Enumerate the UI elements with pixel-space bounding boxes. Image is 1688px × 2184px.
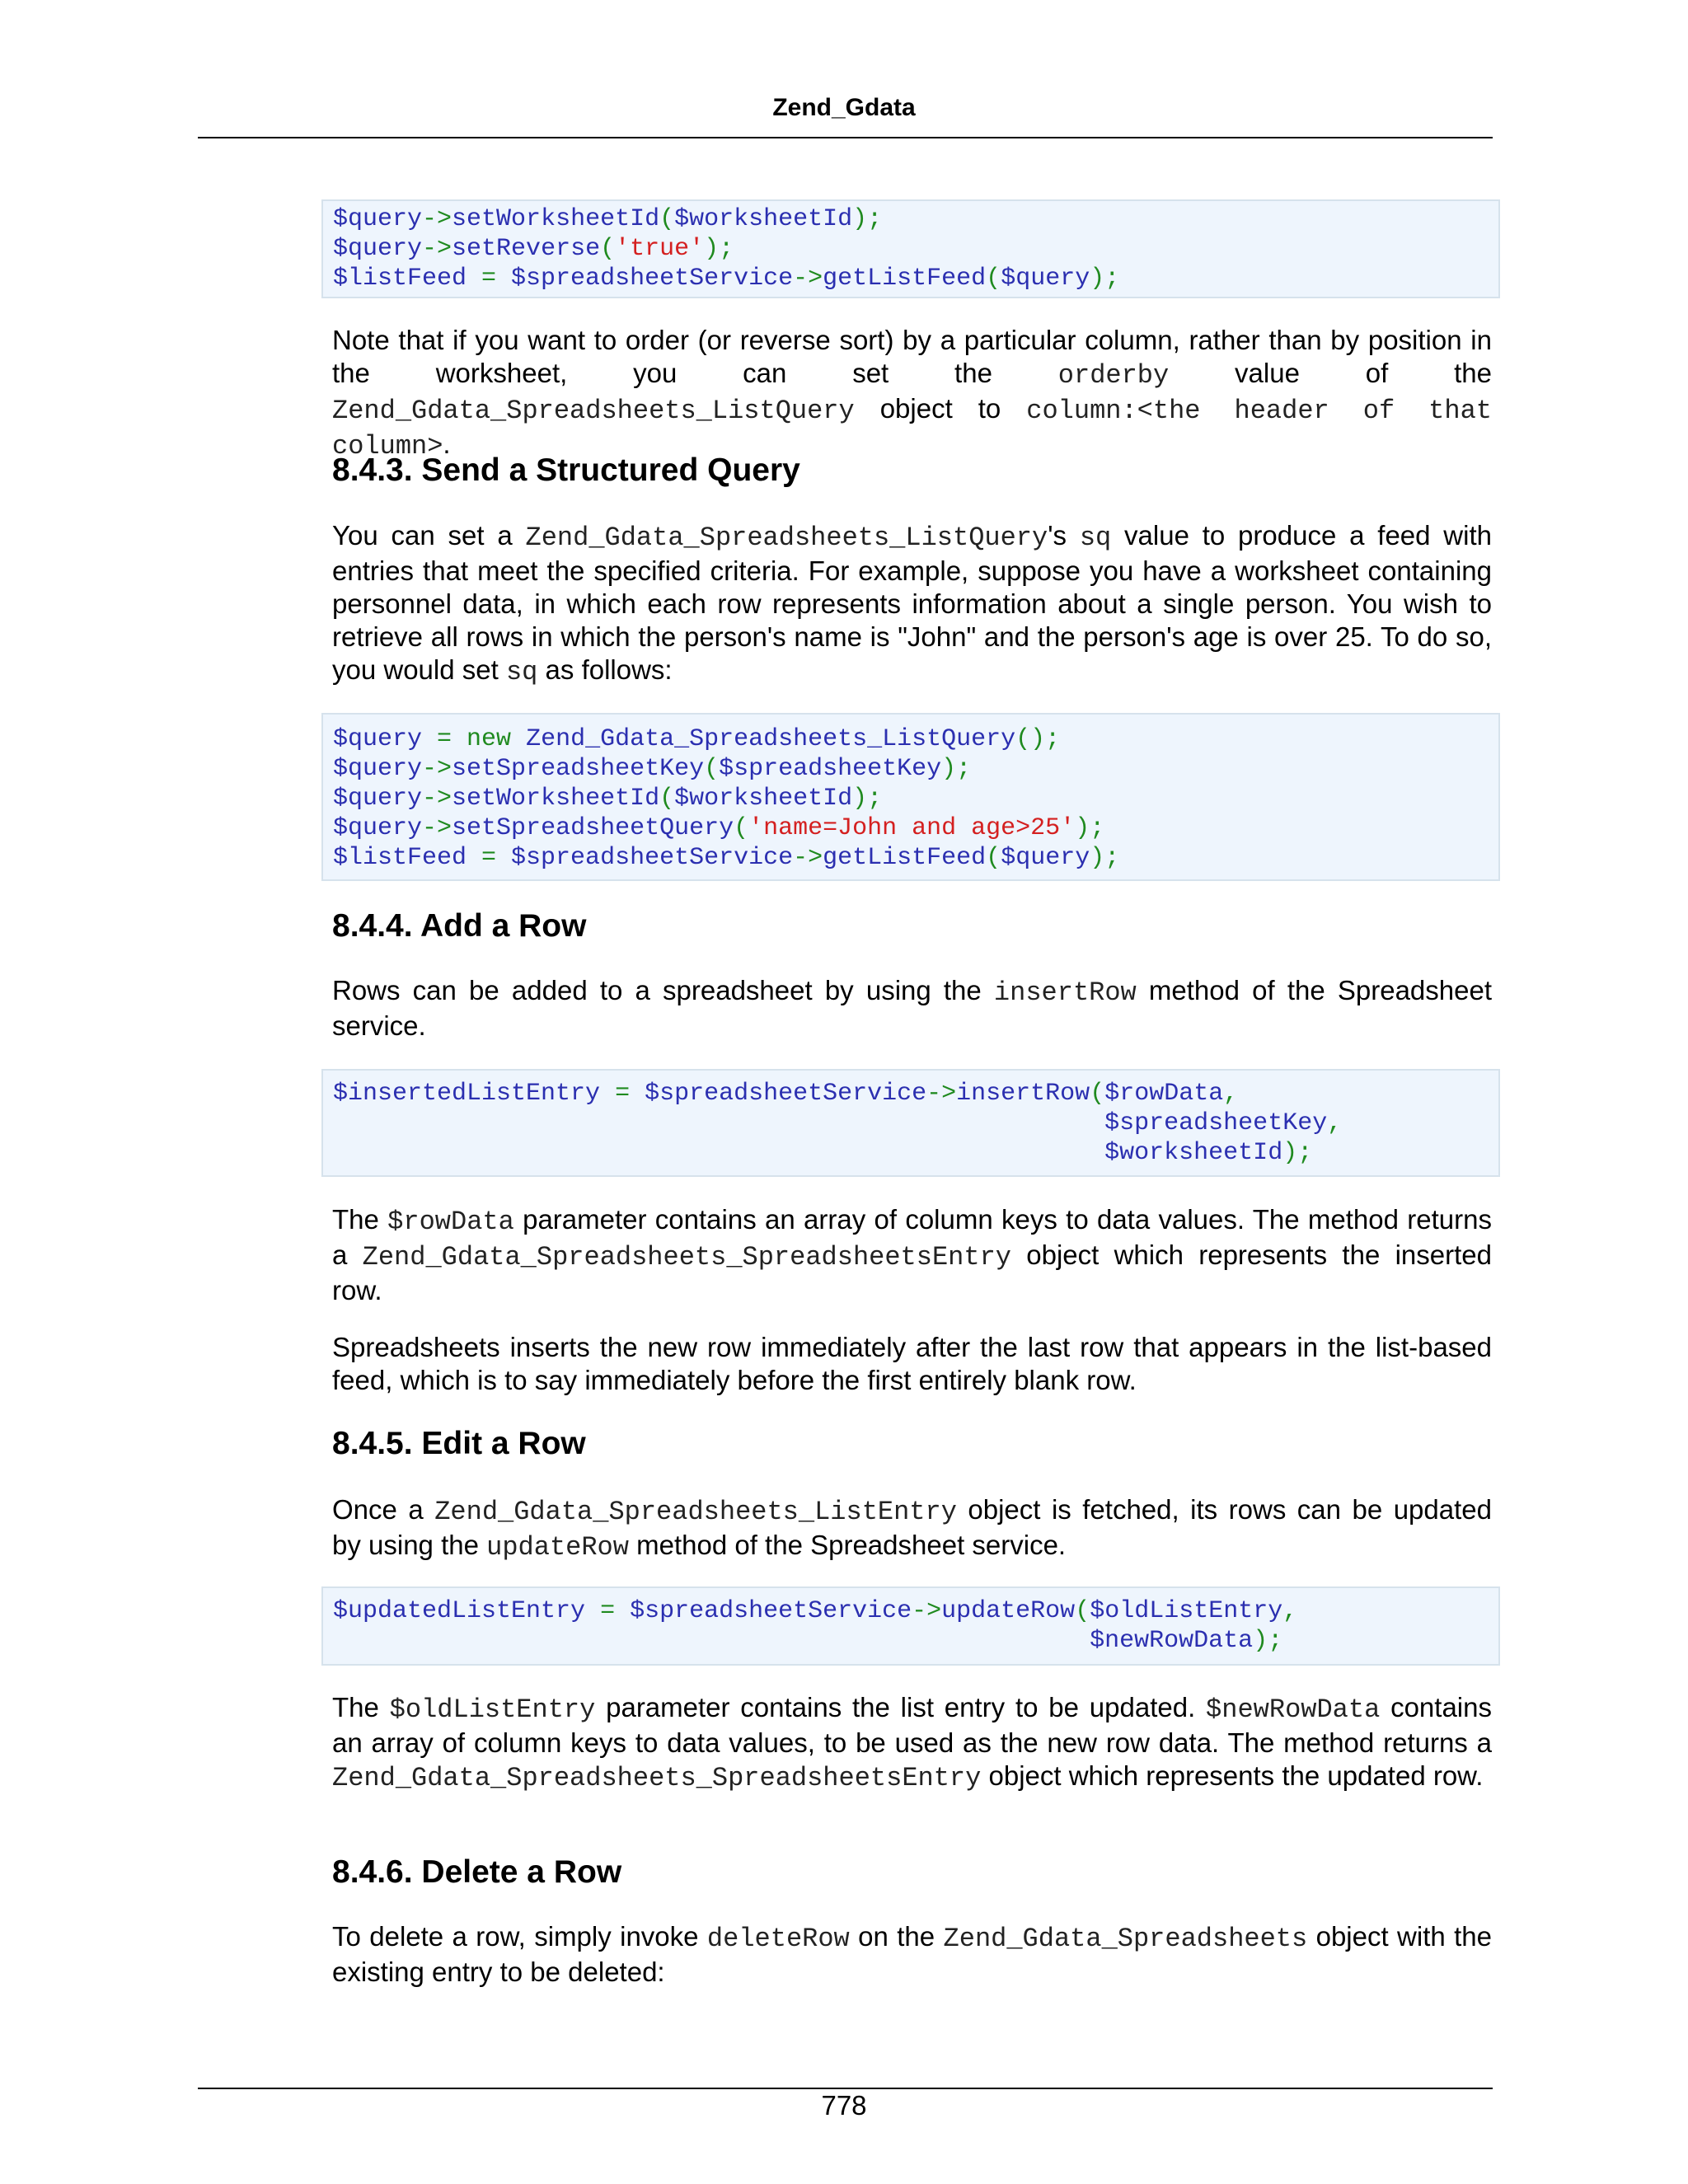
code-token: , [1327, 1109, 1343, 1137]
code-line [333, 843, 1498, 873]
code-token: $query [333, 785, 423, 813]
paragraph-text [332, 1691, 1492, 1795]
code-token: setWorksheetId [452, 785, 660, 813]
inline-code: Zend_Gdata_Spreadsheets_ListQuery [332, 396, 855, 426]
code-token: = [585, 1597, 631, 1625]
code-token: $query [333, 725, 423, 753]
code-token: = [467, 844, 512, 872]
text-run: on the [849, 1921, 944, 1952]
inline-code: $rowData [387, 1207, 514, 1237]
footer-rule [198, 2088, 1493, 2089]
section-heading [332, 451, 1492, 490]
code-token: $spreadsheetService [511, 265, 794, 293]
code-token: ( [659, 205, 675, 233]
code-token: updateRow [941, 1597, 1076, 1625]
code-token: $worksheetId [674, 785, 853, 813]
code-token: ); [1253, 1627, 1283, 1655]
code-token: setWorksheetId [452, 205, 660, 233]
code-token: -> [422, 814, 452, 842]
code-line [333, 813, 1498, 843]
code-token: -> [793, 844, 823, 872]
code-token: $query [333, 205, 423, 233]
code-token: $spreadsheetService [630, 1597, 912, 1625]
code-token: (); [1015, 725, 1061, 753]
code-block [321, 1586, 1500, 1666]
code-token: -> [912, 1597, 942, 1625]
code-token: $worksheetId [674, 205, 853, 233]
text-run: 's [1048, 520, 1080, 551]
text-run: contains an array of column keys to data values, to be used as the new row data. The method returns a [332, 1692, 1492, 1758]
code-token: $query [333, 235, 423, 263]
code-token: $oldListEntry [1090, 1597, 1283, 1625]
heading-8-4-3: 8.4.3. Send a Structured Query [332, 452, 800, 488]
code-token: ( [1075, 1597, 1090, 1625]
code-line [333, 234, 1498, 264]
code-token: ( [600, 235, 616, 263]
text-run: value to produce a feed with entries that meet the specified criteria. For example, suppose you have a worksheet containing personnel data, in which each row represents information about a single person. You wish to retrieve all rows in which the person's name is "John" and the person's age is over 25. To do so, you would set [332, 520, 1492, 685]
inline-code: $oldListEntry [389, 1694, 596, 1725]
code-token: $worksheetId [1104, 1139, 1283, 1167]
code-block [321, 713, 1500, 881]
code-token: , [1223, 1080, 1239, 1108]
text-run: To delete a row, simply invoke [332, 1921, 707, 1952]
code-token: $spreadsheetService [645, 1080, 927, 1108]
paragraph-text [332, 324, 1492, 463]
paragraph-text [332, 1331, 1492, 1397]
code-token: ); [852, 205, 883, 233]
inline-code: orderby [1057, 360, 1170, 391]
code-token: $spreadsheetService [511, 844, 794, 872]
code-token: ); [1282, 1139, 1313, 1167]
code-token: getListFeed [823, 265, 987, 293]
text-run: Once a [332, 1494, 435, 1525]
running-header: Zend_Gdata [772, 94, 916, 121]
code-token: -> [422, 205, 452, 233]
code-token: $query [1001, 844, 1090, 872]
code-token: $rowData [1104, 1080, 1224, 1108]
code-token: setReverse [452, 235, 601, 263]
code-token: ( [1090, 1080, 1105, 1108]
inline-code: deleteRow [706, 1924, 850, 1954]
text-run: The [332, 1204, 388, 1235]
code-line [333, 1626, 1498, 1656]
code-token: $listFeed [333, 844, 467, 872]
inline-code: updateRow [486, 1532, 629, 1563]
text-run: parameter contains the list entry to be updated. [595, 1692, 1207, 1722]
paragraph-text [332, 519, 1492, 689]
code-token: ); [941, 755, 972, 783]
heading-8-4-5: 8.4.5. Edit a Row [332, 1426, 586, 1461]
code-token: 'name=John and age>25' [748, 814, 1076, 842]
code-token: -> [422, 235, 452, 263]
text-run: object to [854, 393, 1027, 424]
paragraph [332, 324, 1492, 463]
code-token: Zend_Gdata_Spreadsheets_ListQuery [526, 725, 1016, 753]
page-number: 778 [821, 2090, 867, 2121]
code-token: = [600, 1080, 645, 1108]
text-run: as follows: [537, 654, 673, 685]
inline-code: column:<the header of that column> [332, 396, 1492, 462]
code-token: $listFeed [333, 265, 467, 293]
code-line [333, 1108, 1498, 1138]
text-run: parameter contains an array of column keys to data values. The method returns a [332, 1204, 1492, 1270]
paragraph-text [332, 1493, 1492, 1564]
code-token: -> [793, 265, 823, 293]
inline-code: Zend_Gdata_Spreadsheets_ListEntry [434, 1497, 957, 1527]
code-token [333, 1627, 1090, 1655]
code-token: $spreadsheetKey [719, 755, 942, 783]
code-token: $insertedListEntry [333, 1080, 601, 1108]
text-run: Spreadsheets inserts the new row immediately after the last row that appears in the list-based feed, which is to say immediately before the first entirely blank row. [332, 1332, 1492, 1395]
paragraph-text [332, 1920, 1492, 1989]
code-block [321, 1069, 1500, 1177]
text-run: Rows can be added to a spreadsheet by using the [332, 975, 994, 1005]
inline-code: Zend_Gdata_Spreadsheets_ListQuery [525, 523, 1048, 553]
header-rule [198, 137, 1493, 138]
code-token: getListFeed [823, 844, 987, 872]
code-token: ); [1090, 844, 1120, 872]
code-line [333, 1138, 1498, 1168]
inline-code: sq [505, 657, 538, 687]
heading-8-4-4: 8.4.4. Add a Row [332, 908, 587, 944]
paragraph-text [332, 1203, 1492, 1307]
code-token: ( [704, 755, 720, 783]
code-token: $spreadsheetKey [1104, 1109, 1328, 1137]
code-token: setSpreadsheetKey [452, 755, 705, 783]
code-token: ); [1090, 265, 1120, 293]
text-run: object which represents the inserted row. [332, 1240, 1492, 1305]
code-token: ( [986, 844, 1001, 872]
text-run: object with the existing entry to be deleted: [332, 1921, 1493, 1987]
code-token: $updatedListEntry [333, 1597, 586, 1625]
inline-code: Zend_Gdata_Spreadsheets_SpreadsheetsEntry [362, 1242, 1011, 1272]
code-token: $newRowData [1090, 1627, 1254, 1655]
code-token: ); [852, 785, 883, 813]
code-token: insertRow [956, 1080, 1090, 1108]
code-block [321, 199, 1500, 298]
code-token: ( [986, 265, 1001, 293]
code-token: $query [333, 755, 423, 783]
text-run: object which represents the updated row. [981, 1760, 1484, 1791]
code-token: $query [1001, 265, 1090, 293]
text-run: object is fetched, its rows can be updated by using the [332, 1494, 1492, 1560]
code-token: setSpreadsheetQuery [452, 814, 734, 842]
inline-code: Zend_Gdata_Spreadsheets_SpreadsheetsEntry [332, 1763, 982, 1793]
code-token [333, 1109, 1104, 1137]
text-run: method of the Spreadsheet service. [628, 1530, 1067, 1560]
code-line [333, 724, 1498, 754]
inline-code: $newRowData [1206, 1694, 1381, 1725]
code-line [333, 784, 1498, 813]
code-line [333, 754, 1498, 784]
heading-8-4-6: 8.4.6. Delete a Row [332, 1854, 622, 1890]
text-run: . [443, 429, 451, 459]
text-run: Note that if you want to order (or reverse sort) by a particular column, rather than by position in the worksheet, you can set the [332, 325, 1492, 388]
code-token: -> [926, 1080, 957, 1108]
inline-code: sq [1079, 523, 1112, 553]
inline-code: insertRow [993, 977, 1137, 1008]
code-token [333, 1139, 1104, 1167]
code-token: $query [333, 814, 423, 842]
paragraph-text [332, 974, 1492, 1043]
text-run: The [332, 1692, 390, 1722]
code-line [333, 1079, 1498, 1108]
text-run: value of the [1169, 358, 1493, 388]
code-line [333, 264, 1498, 293]
code-token: 'true' [615, 235, 705, 263]
code-token: ); [1075, 814, 1105, 842]
code-line [333, 204, 1498, 234]
text-run: You can set a [332, 520, 526, 551]
code-token: , [1282, 1597, 1298, 1625]
code-token: = [467, 265, 512, 293]
code-token: ( [734, 814, 749, 842]
code-token: ( [659, 785, 675, 813]
code-token: -> [422, 785, 452, 813]
code-token: = new [422, 725, 527, 753]
text-run: method of the Spreadsheet service. [332, 975, 1492, 1041]
code-token: -> [422, 755, 452, 783]
inline-code: Zend_Gdata_Spreadsheets [943, 1924, 1308, 1954]
code-token: ); [704, 235, 734, 263]
code-line [333, 1596, 1498, 1626]
